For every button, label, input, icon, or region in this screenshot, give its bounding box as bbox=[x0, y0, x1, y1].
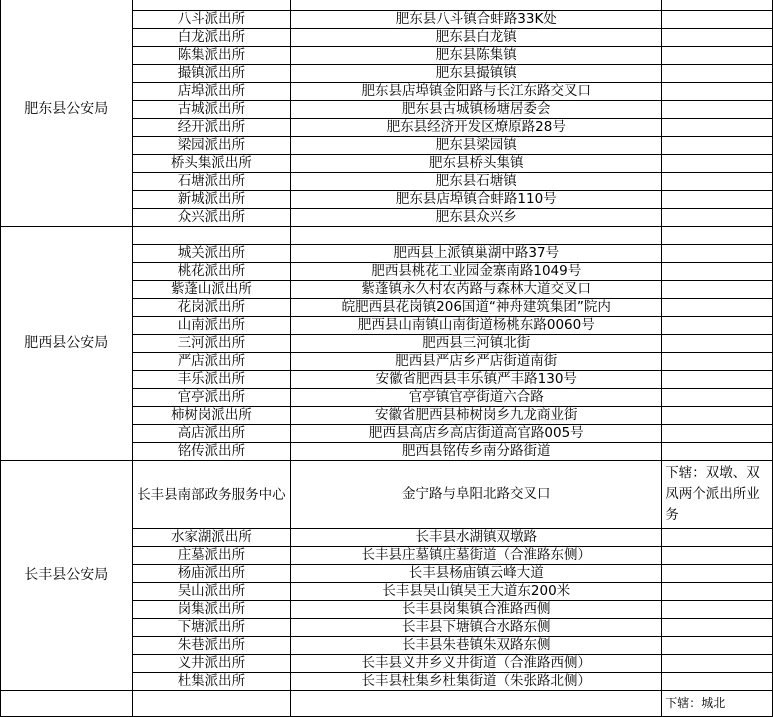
station-cell: 义井派出所 bbox=[132, 655, 291, 673]
address-cell: 皖肥西县花岗镇206国道“神舟建筑集团”院内 bbox=[291, 299, 662, 317]
station-cell: 桥头集派出所 bbox=[132, 155, 291, 173]
bureau-cell bbox=[1, 691, 133, 717]
address-cell: 肥西县桃花工业园金寨南路1049号 bbox=[291, 263, 662, 281]
note-cell bbox=[662, 227, 773, 245]
address-cell: 肥东县众兴乡 bbox=[291, 209, 662, 227]
address-cell: 肥西县高店乡高店街道高官路005号 bbox=[291, 425, 662, 443]
bureau-cell: 长丰县公安局 bbox=[1, 461, 133, 691]
note-cell bbox=[662, 425, 773, 443]
address-cell: 肥西县严店乡严店街道南街 bbox=[291, 353, 662, 371]
address-cell: 长丰县下塘镇合水路东侧 bbox=[291, 619, 662, 637]
station-cell: 紫蓬山派出所 bbox=[132, 281, 291, 299]
address-cell: 肥东县八斗镇合蚌路33K处 bbox=[291, 11, 662, 29]
address-cell: 长丰县庄墓镇庄墓街道（合淮路东侧） bbox=[291, 547, 662, 565]
note-cell bbox=[662, 245, 773, 263]
station-cell: 陈集派出所 bbox=[132, 47, 291, 65]
note-cell: 下辖：双墩、双凤两个派出所业务 bbox=[662, 461, 773, 529]
address-cell: 金宁路与阜阳北路交叉口 bbox=[291, 461, 662, 529]
note-cell bbox=[662, 299, 773, 317]
address-cell: 安徽省肥西县丰乐镇严丰路130号 bbox=[291, 371, 662, 389]
table-row-partial bbox=[1, 691, 773, 717]
address-cell: 安徽省肥西县柿树岗乡九龙商业街 bbox=[291, 407, 662, 425]
note-cell: 下辖：城北 bbox=[662, 691, 773, 717]
address-cell: 长丰县水湖镇双墩路 bbox=[291, 529, 662, 547]
note-cell bbox=[662, 0, 773, 11]
station-cell: 柿树岗派出所 bbox=[132, 407, 291, 425]
address-cell: 肥东县桥头集镇 bbox=[291, 155, 662, 173]
note-cell bbox=[662, 443, 773, 461]
station-cell: 杨庙派出所 bbox=[132, 565, 291, 583]
note-cell bbox=[662, 335, 773, 353]
address-cell: 肥东县店埠镇金阳路与长江东路交叉口 bbox=[291, 83, 662, 101]
station-cell: 梁园派出所 bbox=[132, 137, 291, 155]
station-cell bbox=[132, 227, 291, 245]
note-cell bbox=[662, 655, 773, 673]
note-cell bbox=[662, 65, 773, 83]
note-cell bbox=[662, 119, 773, 137]
bureau-cell: 肥东县公安局 bbox=[1, 0, 133, 227]
address-cell: 肥西县山南镇山南街道杨桃东路0060号 bbox=[291, 317, 662, 335]
note-cell bbox=[662, 565, 773, 583]
station-cell: 店埠派出所 bbox=[132, 83, 291, 101]
note-cell bbox=[662, 191, 773, 209]
table-row bbox=[1, 461, 773, 529]
station-cell bbox=[132, 691, 291, 717]
note-cell bbox=[662, 209, 773, 227]
note-cell bbox=[662, 619, 773, 637]
note-cell bbox=[662, 407, 773, 425]
station-cell: 花岗派出所 bbox=[132, 299, 291, 317]
address-cell: 肥西县三河镇北街 bbox=[291, 335, 662, 353]
station-cell: 庄墓派出所 bbox=[132, 547, 291, 565]
station-cell: 撮镇派出所 bbox=[132, 65, 291, 83]
note-cell bbox=[662, 673, 773, 691]
table-row bbox=[1, 0, 773, 11]
note-cell bbox=[662, 637, 773, 655]
note-cell bbox=[662, 601, 773, 619]
station-cell: 高店派出所 bbox=[132, 425, 291, 443]
note-cell bbox=[662, 173, 773, 191]
address-cell: 长丰县朱巷镇朱双路东侧 bbox=[291, 637, 662, 655]
station-cell bbox=[132, 0, 291, 11]
note-cell bbox=[662, 529, 773, 547]
note-cell bbox=[662, 83, 773, 101]
address-cell bbox=[291, 691, 662, 717]
note-cell bbox=[662, 155, 773, 173]
note-cell bbox=[662, 547, 773, 565]
note-cell bbox=[662, 263, 773, 281]
address-cell: 紫蓬镇永久村农芮路与森林大道交叉口 bbox=[291, 281, 662, 299]
address-cell: 肥东县陈集镇 bbox=[291, 47, 662, 65]
address-cell: 肥东县经济开发区燎原路28号 bbox=[291, 119, 662, 137]
note-cell bbox=[662, 101, 773, 119]
note-cell bbox=[662, 317, 773, 335]
note-cell bbox=[662, 47, 773, 65]
station-cell: 三河派出所 bbox=[132, 335, 291, 353]
note-cell bbox=[662, 353, 773, 371]
station-cell: 城关派出所 bbox=[132, 245, 291, 263]
address-cell: 长丰县吴山镇吴王大道东200米 bbox=[291, 583, 662, 601]
bureau-cell: 肥西县公安局 bbox=[1, 227, 133, 461]
station-cell: 杜集派出所 bbox=[132, 673, 291, 691]
note-cell bbox=[662, 583, 773, 601]
address-cell: 肥东县石塘镇 bbox=[291, 173, 662, 191]
note-cell bbox=[662, 137, 773, 155]
address-cell: 长丰县杜集乡杜集街道（朱张路北侧） bbox=[291, 673, 662, 691]
address-cell: 肥东县白龙镇 bbox=[291, 29, 662, 47]
address-cell: 长丰县杨庙镇云峰大道 bbox=[291, 565, 662, 583]
station-cell: 朱巷派出所 bbox=[132, 637, 291, 655]
note-cell bbox=[662, 11, 773, 29]
address-cell: 官亭镇官亭街道六合路 bbox=[291, 389, 662, 407]
station-cell: 白龙派出所 bbox=[132, 29, 291, 47]
station-cell: 丰乐派出所 bbox=[132, 371, 291, 389]
address-cell: 长丰县岗集镇合淮路西侧 bbox=[291, 601, 662, 619]
note-cell bbox=[662, 371, 773, 389]
station-cell: 新城派出所 bbox=[132, 191, 291, 209]
station-cell: 经开派出所 bbox=[132, 119, 291, 137]
address-cell bbox=[291, 0, 662, 11]
station-cell: 官亭派出所 bbox=[132, 389, 291, 407]
station-cell: 山南派出所 bbox=[132, 317, 291, 335]
address-cell: 肥东县梁园镇 bbox=[291, 137, 662, 155]
station-cell: 严店派出所 bbox=[132, 353, 291, 371]
station-cell: 吴山派出所 bbox=[132, 583, 291, 601]
note-cell bbox=[662, 389, 773, 407]
station-cell: 众兴派出所 bbox=[132, 209, 291, 227]
address-cell: 肥西县上派镇巢湖中路37号 bbox=[291, 245, 662, 263]
station-cell: 八斗派出所 bbox=[132, 11, 291, 29]
address-cell: 长丰县义井乡义井街道（合淮路西侧） bbox=[291, 655, 662, 673]
table-body bbox=[1, 0, 773, 717]
station-cell: 长丰县南部政务服务中心 bbox=[132, 461, 291, 529]
station-cell: 下塘派出所 bbox=[132, 619, 291, 637]
address-cell: 肥东县店埠镇合蚌路110号 bbox=[291, 191, 662, 209]
address-cell: 肥西县铭传乡南分路街道 bbox=[291, 443, 662, 461]
note-cell bbox=[662, 29, 773, 47]
station-cell: 岗集派出所 bbox=[132, 601, 291, 619]
address-cell bbox=[291, 227, 662, 245]
station-cell: 水家湖派出所 bbox=[132, 529, 291, 547]
address-cell: 肥东县古城镇杨塘居委会 bbox=[291, 101, 662, 119]
station-cell: 石塘派出所 bbox=[132, 173, 291, 191]
station-cell: 铭传派出所 bbox=[132, 443, 291, 461]
note-cell bbox=[662, 281, 773, 299]
address-cell: 肥东县撮镇镇 bbox=[291, 65, 662, 83]
station-cell: 古城派出所 bbox=[132, 101, 291, 119]
table-row bbox=[1, 227, 773, 245]
station-cell: 桃花派出所 bbox=[132, 263, 291, 281]
